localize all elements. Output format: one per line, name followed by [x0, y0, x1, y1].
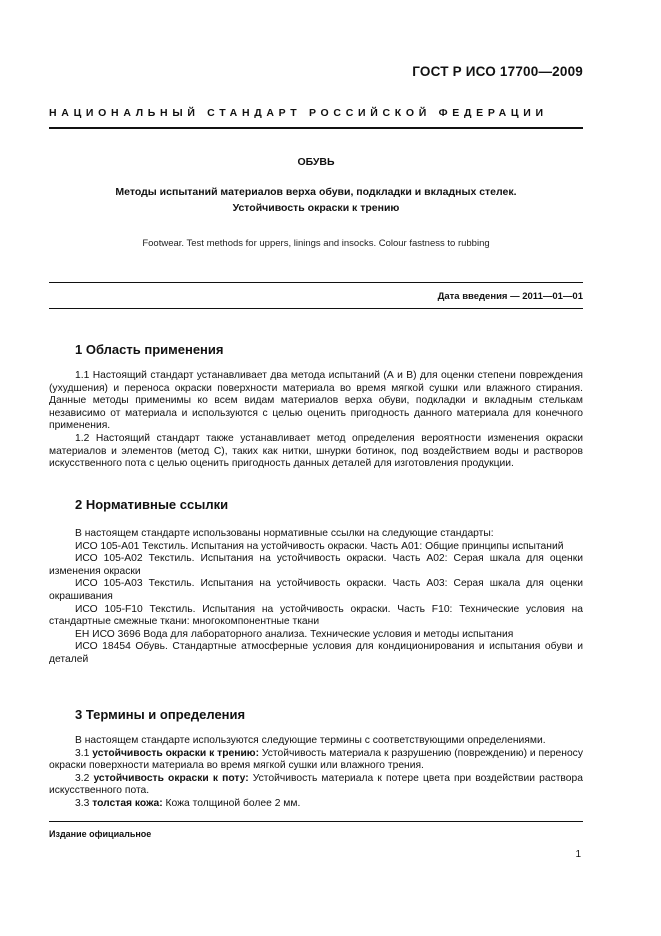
definition-term: устойчивость окраски к трению: — [92, 747, 259, 759]
definition-number: 3.3 — [75, 797, 90, 809]
definition-item — [49, 748, 583, 773]
definition-text: Кожа толщиной более 2 мм. — [165, 797, 301, 809]
subtitle-line-1: Методы испытаний материалов верха обуви, подкладки и вкладных стелек. — [115, 186, 517, 198]
reference-item: ИСО 105-F10 Текстиль. Испытания на устойчивость окраски. Часть F10: Технические условия на стандартные смежные ткани: многокомпонентные ткани — [49, 603, 583, 628]
title-rule-top — [49, 282, 583, 283]
standard-number: ГОСТ Р ИСО 17700—2009 — [412, 64, 583, 79]
definition-item — [49, 773, 583, 798]
national-standard-title: НАЦИОНАЛЬНЫЙ СТАНДАРТ РОССИЙСКОЙ ФЕДЕРАЦИИ — [49, 107, 548, 119]
reference-item: ИСО 18454 Обувь. Стандартные атмосферные условия для кондиционирования и испытания обуви и деталей — [49, 641, 583, 665]
header-rule — [49, 127, 583, 129]
definition-term: устойчивость окраски к поту: — [93, 772, 249, 784]
definitions-intro: В настоящем стандарте используются следующие термины с соответствующими определениями. — [75, 735, 546, 746]
definition-number: 3.2 — [75, 772, 90, 784]
document-subtitle — [49, 184, 583, 216]
section-1-body — [49, 370, 583, 471]
definition-text: Устойчивость материала к потере цвета при воздействии раствора искусственного пота. — [49, 772, 583, 797]
definition-term: толстая кожа: — [92, 797, 163, 809]
introduction-date: Дата введения — 2011—01—01 — [437, 291, 583, 302]
paragraph-1-1: 1.1 Настоящий стандарт устанавливает два метода испытаний (А и В) для оценки степени повреждения (ухудшения) и переноса окраски поверхности материала во время мягкой сушки или влажного стирания. Данные методы применимы ко всем видам материалов верха обуви, подкладки и вкладным стелькам независимо от материала и используются с целью оценить пригодность данного материала для конечного применения. — [49, 370, 583, 432]
subtitle-line-2: Устойчивость окраски к трению — [232, 202, 400, 214]
section-2-body — [49, 528, 583, 667]
official-edition-label: Издание официальное — [49, 829, 152, 839]
reference-item: ЕН ИСО 3696 Вода для лабораторного анализа. Технические условия и методы испытания — [75, 628, 514, 640]
reference-item: ИСО 105-А02 Текстиль. Испытания на устойчивость окраски. Часть А02: Серая шкала для оценки изменения окраски — [49, 553, 583, 577]
document-title: ОБУВЬ — [297, 156, 335, 168]
title-rule-bottom — [49, 308, 583, 309]
page-number: 1 — [575, 849, 581, 860]
definition-item — [49, 798, 583, 811]
reference-item: ИСО 105-А03 Текстиль. Испытания на устойчивость окраски. Часть А03: Серая шкала для оценки окрашивания — [49, 578, 583, 602]
english-title: Footwear. Test methods for uppers, linings and insocks. Colour fastness to rubbing — [142, 238, 490, 249]
definition-text: Устойчивость материала к разрушению (повреждению) и переносу окраски поверхности материала во время мягкой сушки или влажного трения. — [49, 747, 583, 772]
definition-number: 3.1 — [75, 747, 90, 759]
section-3-body — [49, 735, 583, 811]
section-1-heading: 1 Область применения — [75, 342, 224, 357]
references-intro: В настоящем стандарте использованы нормативные ссылки на следующие стандарты: — [75, 528, 494, 539]
footer-rule — [49, 821, 583, 822]
paragraph-1-2: 1.2 Настоящий стандарт также устанавливает метод определения вероятности изменения окраски материалов и элементов (метод С), таких как нитки, шнурки ботинок, под воздействием воды и растворов искусственного пота с целью оценить пригодность данных деталей для изготовления продукции. — [49, 432, 583, 470]
section-3-heading: 3 Термины и определения — [75, 707, 246, 722]
reference-item: ИСО 105-А01 Текстиль. Испытания на устойчивость окраски. Часть А01: Общие принципы испытаний — [75, 540, 564, 552]
section-2-heading: 2 Нормативные ссылки — [75, 497, 229, 512]
